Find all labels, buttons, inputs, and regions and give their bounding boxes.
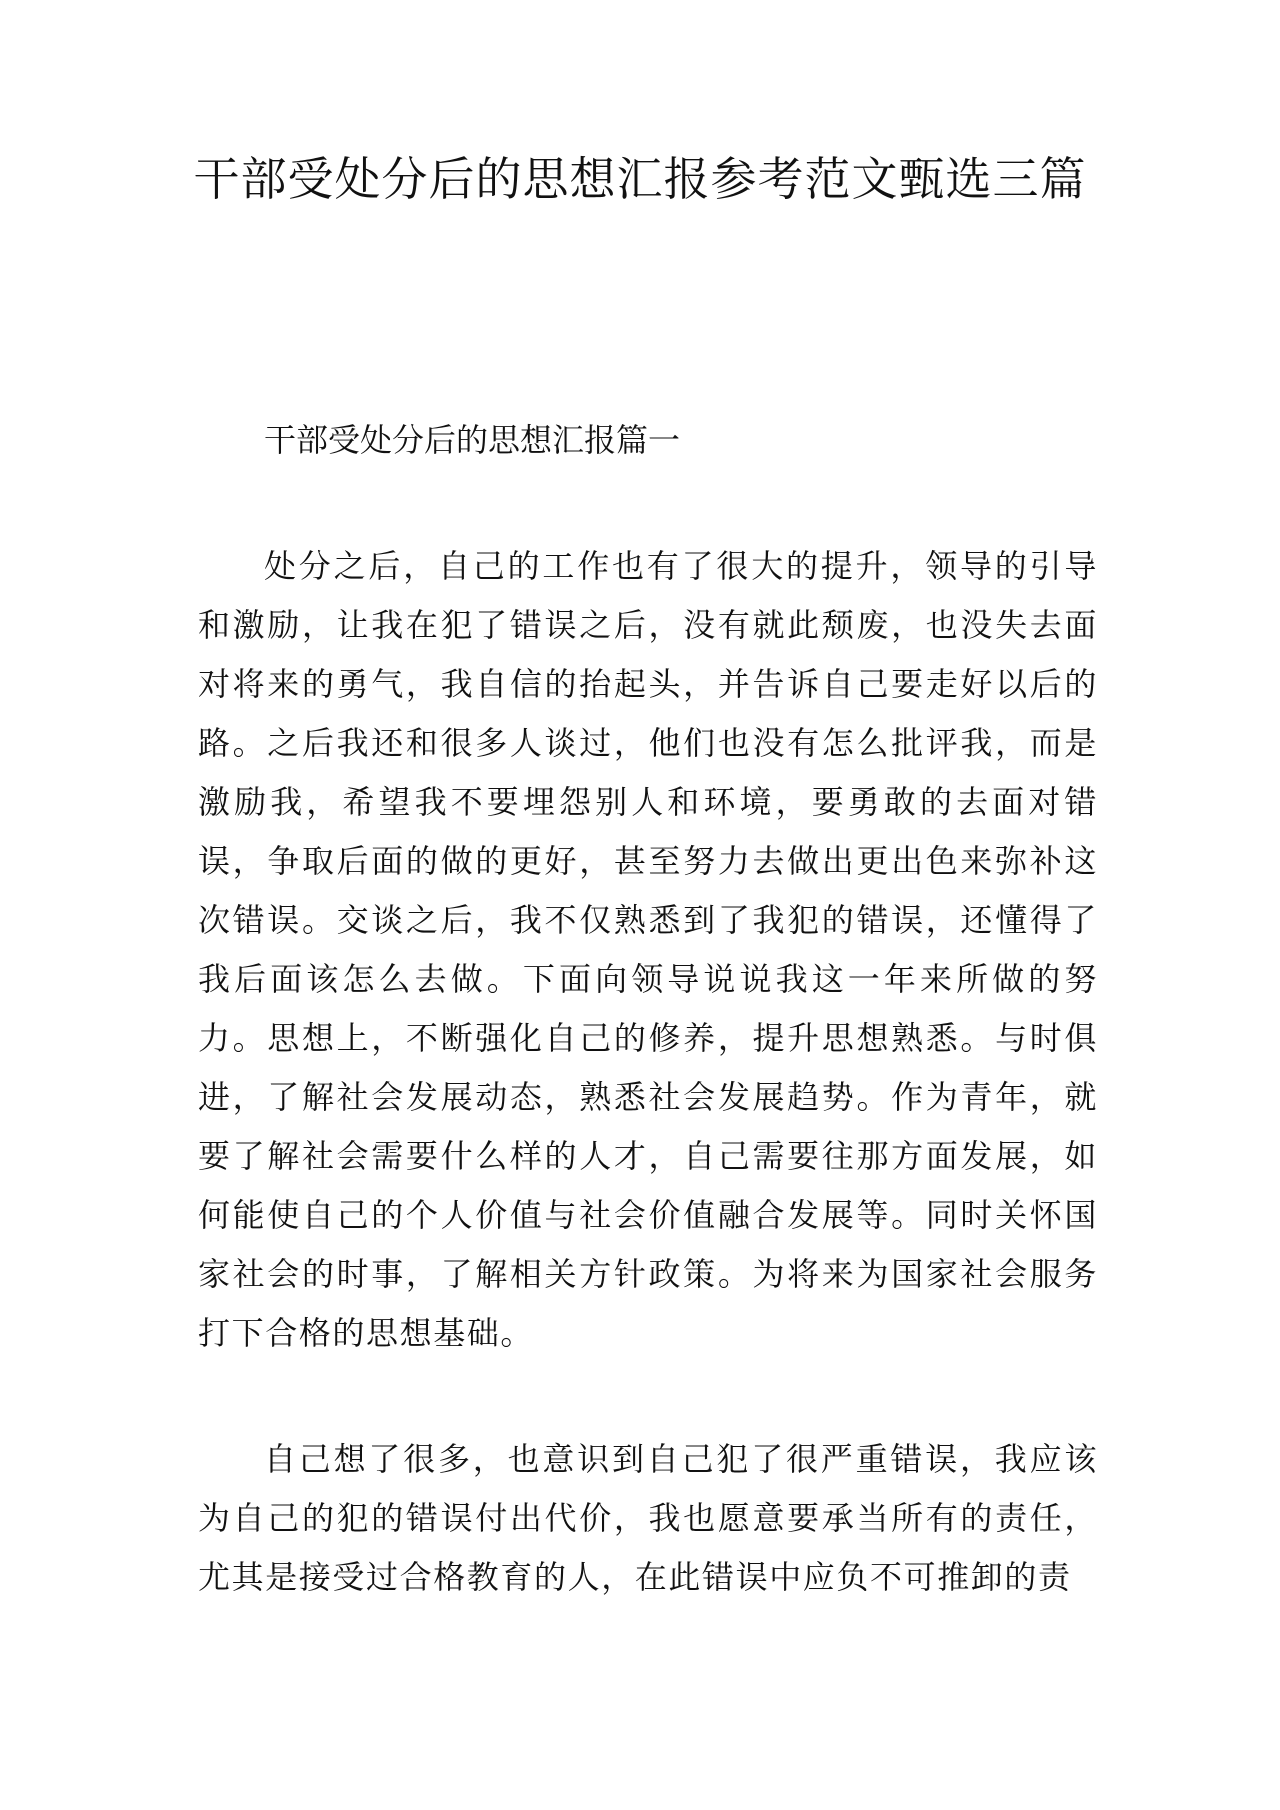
body-paragraph: 处分之后，自己的工作也有了很大的提升，领导的引导和激励，让我在犯了错误之后，没有就此颓废，也没失去面对将来的勇气，我自信的抬起头，并告诉自己要走好以后的路。之后我还和很多人谈过，他们也没有怎么批评我，而是激励我，希望我不要埋怨别人和环境，要勇敢的去面对错误，争取后面的做的更好，甚至努力去做出更出色来弥补这次错误。交谈之后，我不仅熟悉到了我犯的错误，还懂得了我后面该怎么去做。下面向领导说说我这一年来所做的努力。思想上，不断强化自己的修养，提升思想熟悉。与时俱进，了解社会发展动态，熟悉社会发展趋势。作为青年，就要了解社会需要什么样的人才，自己需要往那方面发展，如何能使自己的个人价值与社会价值融合发展等。同时关怀国家社会的时事，了解相关方针政策。为将来为国家社会服务打下合格的思想基础。: [198, 547, 1098, 1352]
body-paragraph: 自己想了很多，也意识到自己犯了很严重错误，我应该为自己的犯的错误付出代价，我也愿意要承当所有的责任，尤其是接受过合格教育的人，在此错误中应负不可推卸的责: [198, 1440, 1098, 1596]
section-heading: 干部受处分后的思想汇报篇一: [264, 421, 681, 459]
document-title: 干部受处分后的思想汇报参考范文甄选三篇: [193, 152, 1087, 206]
